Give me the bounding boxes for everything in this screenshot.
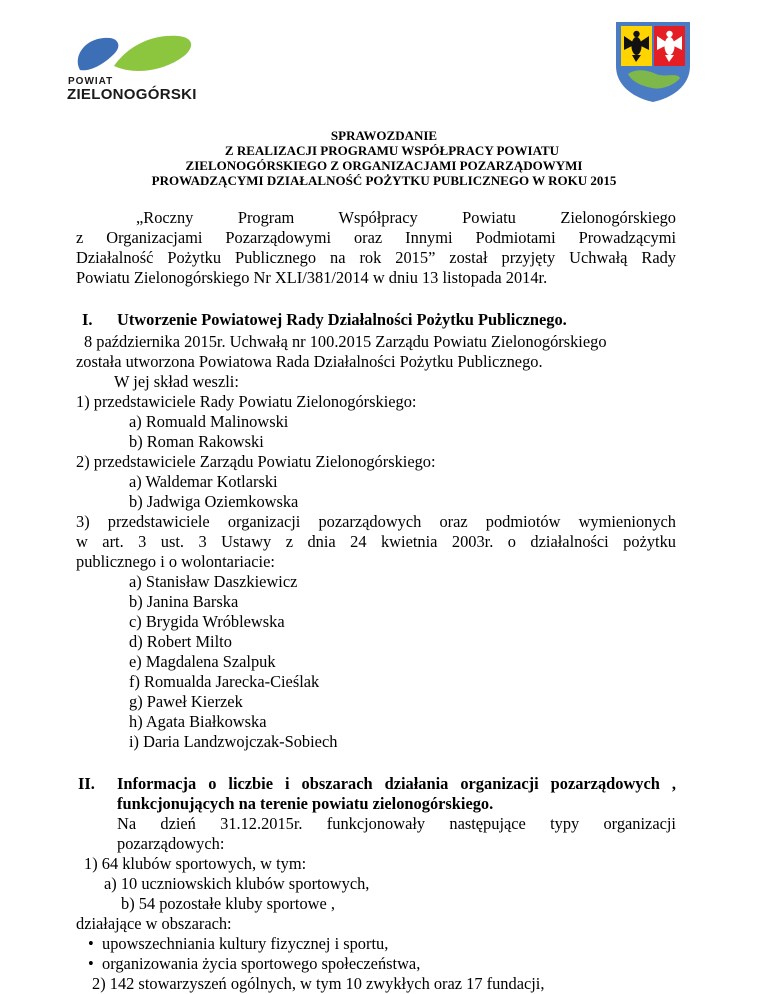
group-heading: 3) przedstawiciele organizacji pozarządowych oraz podmiotów wymienionych bbox=[76, 512, 676, 531]
bullet-icon: • bbox=[88, 934, 94, 953]
list-item: 1) 64 klubów sportowych, w tym: bbox=[84, 854, 307, 873]
section1-heading: Utworzenie Powiatowej Rady Działalności Pożytku Publicznego. bbox=[117, 310, 567, 329]
section2-heading: funkcjonujących na terenie powiatu zielonogórskiego. bbox=[117, 794, 494, 813]
intro-line: „Roczny Program Współpracy Powiatu Zielonogórskiego bbox=[136, 208, 676, 227]
section1-text: została utworzona Powiatowa Rada Działalności Pożytku Publicznego. bbox=[76, 352, 543, 371]
list-item: i) Daria Landzwojczak-Sobiech bbox=[129, 732, 338, 751]
title-line: Z REALIZACJI PROGRAMU WSPÓŁPRACY POWIATU bbox=[224, 143, 560, 158]
list-item: organizowania życia sportowego społeczeństwa, bbox=[102, 954, 421, 973]
section2-text: pozarządowych: bbox=[117, 834, 225, 853]
section2-number: II. bbox=[78, 774, 95, 793]
intro-line: Działalność Pożytku Publicznego na rok 2015” został przyjęty Uchwałą Rady bbox=[76, 248, 676, 267]
list-item: f) Romualda Jarecka-Cieślak bbox=[129, 672, 320, 691]
list-item: c) Brygida Wróblewska bbox=[129, 612, 285, 631]
group-heading: 1) przedstawiciele Rady Powiatu Zielonogórskiego: bbox=[76, 392, 417, 411]
title-line: ZIELONOGÓRSKIEGO Z ORGANIZACJAMI POZARZĄDOWYMI bbox=[185, 158, 583, 173]
list-item: a) Waldemar Kotlarski bbox=[129, 472, 278, 491]
section2-text: działające w obszarach: bbox=[76, 914, 232, 933]
list-item: upowszechniania kultury fizycznej i sportu, bbox=[102, 934, 389, 953]
list-item: d) Robert Milto bbox=[129, 632, 232, 651]
list-item: g) Paweł Kierzek bbox=[129, 692, 243, 711]
group-heading: 2) przedstawiciele Zarządu Powiatu Zielonogórskiego: bbox=[76, 452, 436, 471]
section2-heading: Informacja o liczbie i obszarach działania organizacji pozarządowych , bbox=[117, 774, 676, 793]
logo-text-powiat: POWIAT bbox=[68, 76, 114, 87]
list-item: h) Agata Białkowska bbox=[129, 712, 267, 731]
logo-text-zielonogorski: ZIELONOGÓRSKI bbox=[67, 86, 197, 103]
list-item: b) 54 pozostałe kluby sportowe , bbox=[121, 894, 335, 913]
list-item: a) 10 uczniowskich klubów sportowych, bbox=[104, 874, 370, 893]
intro-line: Powiatu Zielonogórskiego Nr XLI/381/2014 w dniu 13 listopada 2014r. bbox=[76, 268, 548, 287]
logo-leaf-icon bbox=[78, 36, 191, 71]
group-heading: publicznego i o wolontariacie: bbox=[76, 552, 275, 571]
list-item: b) Janina Barska bbox=[129, 592, 239, 611]
section2-text: Na dzień 31.12.2015r. funkcjonowały następujące typy organizacji bbox=[117, 814, 676, 833]
list-item: a) Romuald Malinowski bbox=[129, 412, 289, 431]
section1-number: I. bbox=[82, 310, 93, 329]
bullet-icon: • bbox=[88, 954, 94, 973]
list-item: 2) 142 stowarzyszeń ogólnych, w tym 10 zwykłych oraz 17 fundacji, bbox=[92, 974, 545, 993]
coat-of-arms-icon bbox=[614, 20, 692, 104]
intro-line: z Organizacjami Pozarządowymi oraz Innymi Podmiotami Prowadzącymi bbox=[76, 228, 676, 247]
report-title bbox=[0, 128, 768, 188]
list-item: a) Stanisław Daszkiewicz bbox=[129, 572, 298, 591]
section1-text: W jej skład weszli: bbox=[114, 372, 239, 391]
section1-text: 8 października 2015r. Uchwałą nr 100.2015 Zarządu Powiatu Zielonogórskiego bbox=[84, 332, 607, 351]
title-line: PROWADZĄCYMI DZIAŁALNOŚĆ POŻYTKU PUBLICZNEGO W ROKU 2015 bbox=[151, 173, 617, 188]
list-item: b) Roman Rakowski bbox=[129, 432, 264, 451]
list-item: b) Jadwiga Oziemkowska bbox=[129, 492, 299, 511]
title-line: SPRAWOZDANIE bbox=[330, 128, 438, 143]
list-item: e) Magdalena Szalpuk bbox=[129, 652, 276, 671]
group-heading: w art. 3 ust. 3 Ustawy z dnia 24 kwietnia 2003r. o działalności pożytku bbox=[76, 532, 676, 551]
